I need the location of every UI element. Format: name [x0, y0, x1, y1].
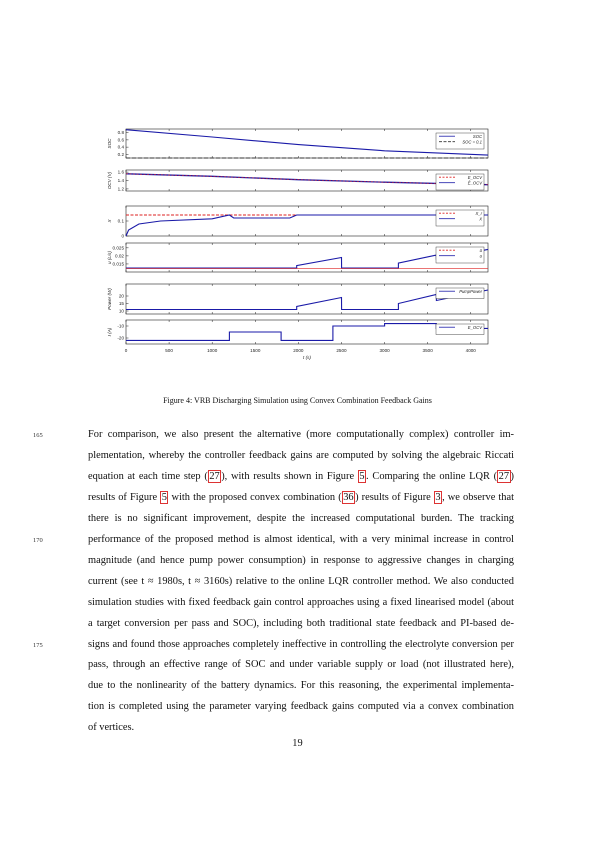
citation-link[interactable]: 36	[343, 491, 354, 503]
x-tick-label: 3000	[379, 348, 390, 353]
legend-label: ū	[479, 247, 482, 253]
y-tick-label: 0.1	[117, 218, 124, 224]
body-text-span: ) results of Figure	[355, 491, 434, 503]
y-tick-label: 0.02	[115, 253, 124, 259]
page-number: 19	[292, 738, 303, 749]
series-line	[126, 324, 488, 341]
y-tick-label: 10	[118, 308, 124, 314]
body-line	[88, 492, 514, 503]
y-tick-label: 0.8	[117, 130, 124, 136]
legend-label: X_r	[475, 210, 482, 216]
legend-label: u	[479, 253, 482, 259]
body-line	[88, 471, 514, 482]
body-text-span: magnitude (and hence pump power consumption) in response to aggressive changes in charging	[88, 554, 514, 566]
legend-label: SOC = 0.1	[462, 139, 482, 145]
y-tick-label: 20	[118, 293, 124, 299]
body-line	[88, 639, 514, 650]
y-axis-label: OCV (V)	[107, 171, 112, 190]
body-text-span: equation at each time step (	[88, 470, 208, 482]
body-line	[88, 659, 514, 670]
x-tick-label: 500	[165, 348, 173, 353]
y-tick-label: 0.6	[117, 137, 124, 143]
y-tick-label: 0	[121, 233, 124, 239]
body-line	[88, 534, 514, 545]
body-text-span: results of Figure	[88, 491, 161, 503]
body-line	[88, 576, 514, 587]
body-line	[88, 722, 514, 733]
y-axis-label: u (L/s)	[107, 250, 112, 265]
y-axis-label: I (A)	[107, 327, 112, 337]
body-text-span: pass, through an effective range of SOC and under variable supply or load (not illustrated here),	[88, 659, 514, 671]
citation-link[interactable]: 27	[498, 470, 510, 482]
body-text-span: )	[510, 470, 515, 482]
citation-link[interactable]: 3	[435, 491, 441, 503]
x-tick-label: 2000	[293, 348, 304, 353]
body-text-span: ), with results shown in Figure	[221, 470, 358, 482]
line-number: 170	[33, 536, 43, 544]
figure-4-plot	[96, 124, 496, 376]
citation-link[interactable]: 5	[161, 491, 167, 503]
body-line	[88, 701, 514, 712]
x-axis-label: t (s)	[303, 355, 311, 360]
legend-label: SOC	[472, 133, 482, 139]
x-tick-label: 1000	[207, 348, 218, 353]
body-text-span: a target conversion per pass and SOC), including both traditional state feedback and PI-based de-	[88, 617, 514, 629]
line-number: 165	[33, 432, 43, 439]
body-text-span: For comparison, we also present the alternative (more computationally complex) controller im-	[88, 429, 514, 440]
y-axis-label: X	[107, 219, 112, 223]
body-line	[88, 450, 514, 461]
legend-label: X	[479, 216, 482, 222]
y-tick-label: 0.025	[112, 245, 124, 251]
y-tick-label: 1.2	[117, 186, 124, 192]
body-text-span: plementation, whereby the controller feedback gains are computed by solving the algebraic Riccati	[88, 449, 514, 461]
x-tick-label: 4000	[465, 348, 476, 353]
series-line	[126, 290, 488, 310]
body-line	[88, 513, 514, 524]
y-tick-label: -20	[117, 335, 124, 341]
body-text-span: with the proposed convex combination (	[168, 491, 342, 503]
series-line	[126, 215, 488, 236]
series-line	[126, 249, 488, 268]
plot-frame	[126, 129, 488, 158]
body-text-span: signs and found those approaches completely ineffective in controlling the electrolyte conversion per	[88, 638, 514, 650]
body-text-span: current (see t ≈ 1980s, t ≈ 3160s) relative to the online LQR controller method. We also conducted	[88, 575, 514, 587]
y-tick-label: 15	[118, 301, 124, 307]
body-text-span: . Comparing the online LQR (	[366, 470, 498, 482]
x-tick-label: 2500	[336, 348, 347, 353]
legend-label: PumpPower	[459, 288, 482, 294]
y-axis-label: Power (W)	[107, 288, 112, 310]
y-axis-label: SOC	[107, 138, 112, 149]
body-text-span: , we observe that	[442, 491, 514, 503]
y-tick-label: 1.4	[117, 178, 124, 184]
body-line	[88, 429, 514, 440]
body-line	[88, 618, 514, 629]
y-tick-label: 0.015	[112, 261, 124, 267]
body-text-span: of vertices.	[88, 722, 135, 734]
legend-label: Ê_OCV	[467, 180, 482, 186]
x-tick-label: 0	[124, 348, 128, 353]
citation-link[interactable]: 27	[209, 470, 220, 482]
x-tick-label: 3500	[422, 348, 433, 353]
legend-label: E_OCV	[467, 324, 482, 330]
body-line	[88, 597, 514, 608]
legend-box	[436, 247, 484, 263]
body-line	[88, 555, 514, 566]
y-tick-label: 0.2	[117, 151, 124, 157]
body-text-span: tion is completed using the parameter varying feedback gains computed via a convex combination	[88, 701, 514, 713]
citation-link[interactable]: 5	[359, 470, 365, 482]
y-tick-label: 1.6	[117, 169, 124, 175]
y-tick-label: -10	[117, 323, 124, 329]
body-text-span: simulation studies with fixed feedback gain control approaches using a fixed linearised model (about	[88, 596, 514, 608]
figure-caption: Figure 4: VRB Discharging Simulation using Convex Combination Feedback Gains	[163, 396, 432, 405]
legend-label: E_OCV	[467, 174, 482, 180]
x-tick-label: 1500	[250, 348, 261, 353]
line-number: 175	[33, 641, 43, 649]
body-text-span: due to the nonlinearity of the battery dynamics. For this reasoning, the experimental implementa-	[88, 680, 514, 692]
body-text-span: performance of the proposed method is almost identical, with a very minimal increase in control	[88, 533, 514, 545]
plot-frame	[126, 206, 488, 236]
y-tick-label: 0.4	[117, 144, 124, 150]
body-text-span: there is no significant improvement, despite the increased computational burden. The tracking	[88, 512, 514, 524]
body-line	[88, 680, 514, 691]
series-line	[126, 130, 488, 155]
